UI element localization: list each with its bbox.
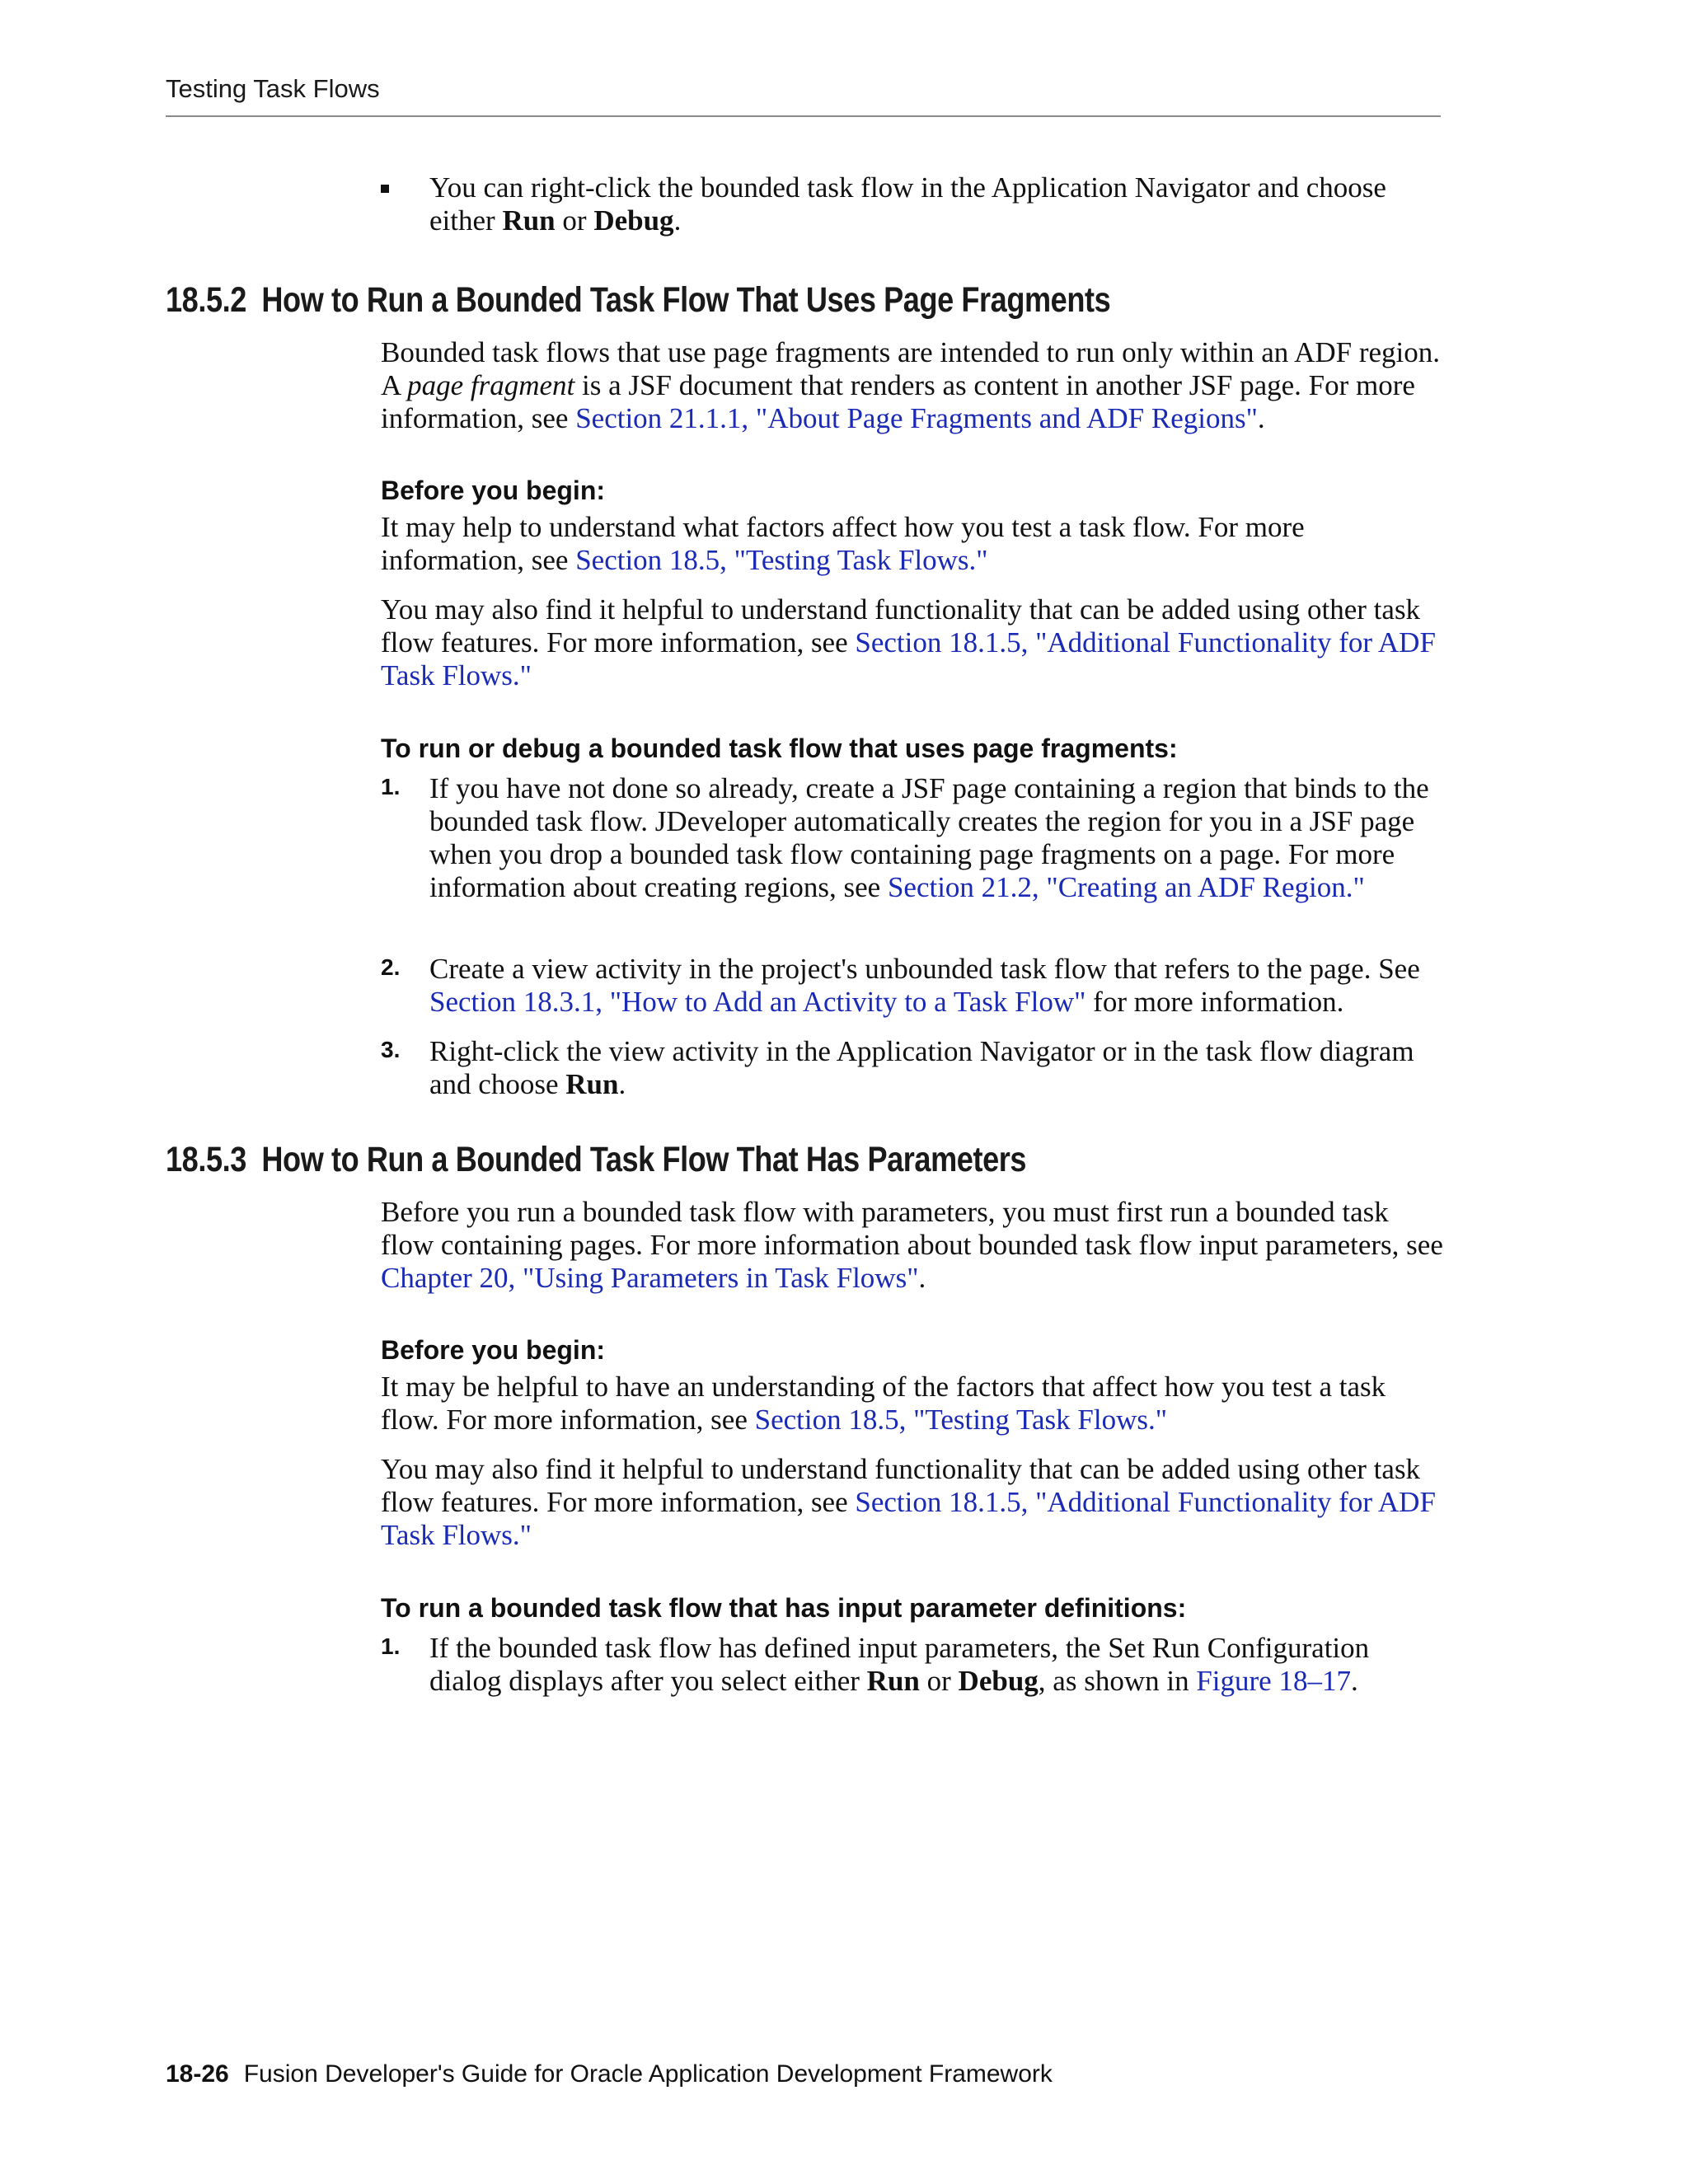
page-number: 18-26 xyxy=(166,2060,229,2088)
intro-pre: Bounded task flows that use page fragments are intended to run only within an ADF region. A xyxy=(381,336,1441,401)
step-text-mid: or xyxy=(919,1665,959,1697)
header-rule xyxy=(166,115,1441,117)
step-text-mid2: , as shown in xyxy=(1038,1665,1197,1697)
before-p2-text: You may also find it helpful to understand functionality that can be added using other task flow features. For more information, see xyxy=(381,593,1421,658)
intro-mid: is a JSF document that renders as content in another JSF page. For more information, see xyxy=(381,369,1415,434)
bullet-text-mid: or xyxy=(555,204,594,237)
intro-post: . xyxy=(918,1262,926,1294)
section-intro xyxy=(381,1196,1444,1295)
before-p1-text: It may be helpful to have an understanding of the factors that affect how you test a task flow. For more information, see xyxy=(381,1371,1386,1436)
bullet-text-post: . xyxy=(673,204,682,237)
step-text-pre: If the bounded task flow has defined input parameters, the Set Run Configuration dialog displays after you select either xyxy=(429,1632,1370,1697)
section-intro xyxy=(381,336,1444,435)
bullet-bold-run: Run xyxy=(502,204,556,237)
step-text-post: . xyxy=(1350,1665,1358,1697)
link-section-18-1-5[interactable]: Section 18.1.5, "Additional Functionality for ADF Task Flows." xyxy=(381,1486,1436,1551)
bullet-text xyxy=(429,171,1443,237)
before-p2-text: You may also find it helpful to understand functionality that can be added using other task flow features. For more information, see xyxy=(381,1453,1421,1518)
link-section-18-5[interactable]: Section 18.5, "Testing Task Flows." xyxy=(575,544,988,576)
before-p1-text: It may help to understand what factors affect how you test a task flow. For more information, see xyxy=(381,511,1305,576)
step-text xyxy=(429,953,1443,1019)
link-section-21-2[interactable]: Section 21.2, "Creating an ADF Region." xyxy=(887,871,1365,903)
intro-pre: Before you run a bounded task flow with parameters, you must first run a bounded task flow containing pages. For more information about bounded task flow input parameters, see xyxy=(381,1196,1443,1261)
link-chapter-20[interactable]: Chapter 20, "Using Parameters in Task Flows" xyxy=(381,1262,919,1294)
link-section-18-3-1[interactable]: Section 18.3.1, "How to Add an Activity to a Task Flow" xyxy=(429,986,1086,1018)
step-number: 2. xyxy=(381,954,401,980)
link-section-21-1-1[interactable]: Section 21.1.1, "About Page Fragments and ADF Regions" xyxy=(575,402,1258,434)
step-text xyxy=(429,1632,1443,1698)
procedure-heading: To run a bounded task flow that has input parameter definitions: xyxy=(381,1593,1187,1623)
section-number: 18.5.3 xyxy=(166,1140,246,1179)
before-you-begin-heading: Before you begin: xyxy=(381,476,606,505)
bullet-square-icon xyxy=(381,185,389,193)
step-text xyxy=(429,1035,1443,1101)
section-title: How to Run a Bounded Task Flow That Has Parameters xyxy=(261,1140,1027,1179)
intro-italic-term: page fragment xyxy=(407,369,575,401)
step-number: 1. xyxy=(381,1633,401,1659)
step-text-pre: Right-click the view activity in the Application Navigator or in the task flow diagram and choose xyxy=(429,1035,1414,1100)
page-footer xyxy=(166,2060,1053,2088)
step-number: 1. xyxy=(381,774,401,799)
section-number: 18.5.2 xyxy=(166,280,246,320)
step-text-pre: Create a view activity in the project's unbounded task flow that refers to the page. See xyxy=(429,953,1420,985)
link-section-18-5[interactable]: Section 18.5, "Testing Task Flows." xyxy=(754,1404,1167,1436)
section-heading-18-5-2 xyxy=(166,280,1110,321)
step-bold-debug: Debug xyxy=(958,1665,1039,1697)
step-text-pre: If you have not done so already, create a JSF page containing a region that binds to the bounded task flow. JDeveloper automatically creates the region for you in a JSF page when you drop a bounded task flow containing page fragments on a page. For more information about creating regions, see xyxy=(429,772,1429,903)
before-you-begin-heading: Before you begin: xyxy=(381,1335,606,1365)
link-section-18-1-5[interactable]: Section 18.1.5, "Additional Functionality for ADF Task Flows." xyxy=(381,626,1436,691)
intro-post: . xyxy=(1257,402,1265,434)
running-header: Testing Task Flows xyxy=(166,74,380,103)
step-bold-run: Run xyxy=(565,1068,619,1100)
link-figure-18-17[interactable]: Figure 18–17 xyxy=(1196,1665,1351,1697)
bullet-text-pre: You can right-click the bounded task flow in the Application Navigator and choose either xyxy=(429,171,1386,237)
bullet-bold-debug: Debug xyxy=(593,204,674,237)
before-paragraph-1 xyxy=(381,1371,1444,1436)
step-bold-run: Run xyxy=(866,1665,920,1697)
step-number: 3. xyxy=(381,1037,401,1062)
step-text-post: . xyxy=(618,1068,626,1100)
section-title: How to Run a Bounded Task Flow That Uses Page Fragments xyxy=(261,280,1111,320)
before-paragraph-2 xyxy=(381,1453,1444,1552)
before-paragraph-1 xyxy=(381,511,1444,577)
procedure-heading: To run or debug a bounded task flow that uses page fragments: xyxy=(381,733,1178,763)
step-text xyxy=(429,772,1443,904)
before-paragraph-2 xyxy=(381,593,1444,692)
step-text-post: for more information. xyxy=(1085,986,1344,1018)
section-heading-18-5-3 xyxy=(166,1140,1026,1180)
footer-book-title: Fusion Developer's Guide for Oracle Application Development Framework xyxy=(243,2060,1053,2088)
